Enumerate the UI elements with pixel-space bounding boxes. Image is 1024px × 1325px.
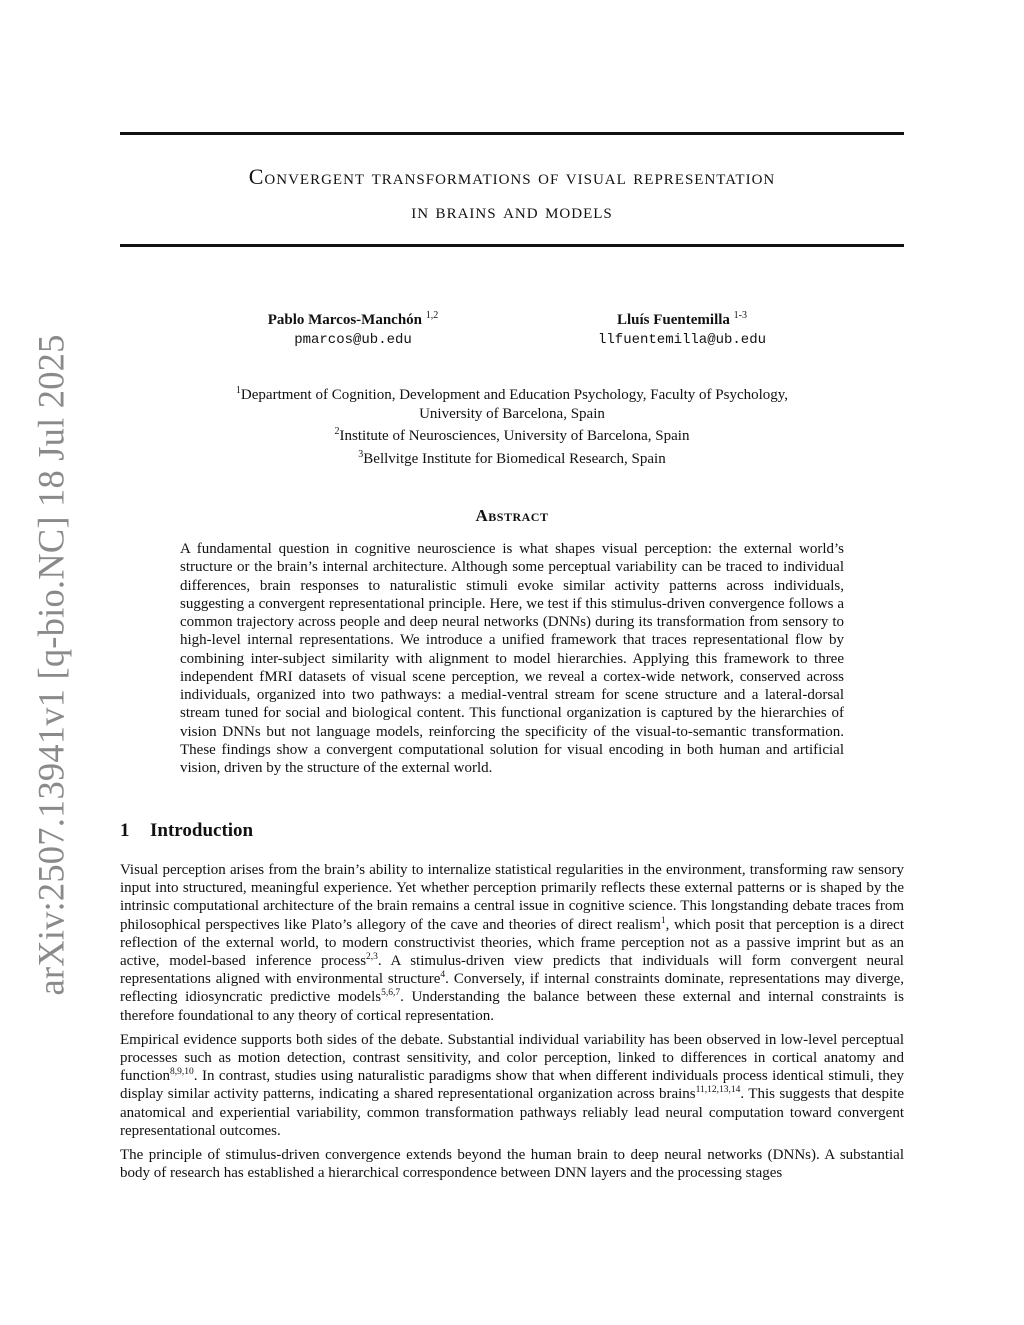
author-block (193, 306, 513, 350)
author-name-line (193, 306, 513, 330)
author-name: Pablo Marcos-Manchón (267, 312, 423, 328)
title-line-1: Convergent transformations of visual representation (248, 164, 776, 189)
affiliation-line (120, 446, 904, 469)
paragraph-text: Visual perception arises from the brain’s ability to internalize statistical regularities in the environment, transforming raw sensory input into structured, meaningful experience. Yet whether perception primarily reflects these external patterns or is shaped by the intrinsic computational architecture of the brain remains a central issue in cognitive science. This longstanding debate traces from philosophical perspectives like Plato’s allegory of the cave and theories of direct realism (120, 862, 904, 933)
citation-ref[interactable]: 1 (660, 915, 666, 926)
title-line-2: in brains and models (411, 198, 613, 223)
arxiv-identifier (28, 334, 74, 996)
citation-ref[interactable]: 2,3 (366, 952, 378, 963)
affiliations (120, 382, 904, 468)
citation-ref[interactable]: 11,12,13,14 (695, 1085, 741, 1096)
affiliation-text: Institute of Neurosciences, University of Barcelona, Spain (339, 428, 690, 444)
body-text (120, 861, 904, 1188)
affiliation-text: Department of Cognition, Development and Education Psychology, Faculty of Psychology, (240, 387, 789, 403)
affiliation-number: 2 (334, 426, 340, 437)
affiliation-line (120, 423, 904, 446)
title-rule-bottom (120, 244, 904, 247)
section-number: 1 (120, 820, 130, 841)
author-email[interactable]: llfuentemilla@ub.edu (597, 332, 767, 348)
author-affiliation-mark: 1,2 (425, 310, 439, 321)
citation-ref[interactable]: 8,9,10 (170, 1067, 194, 1078)
abstract-heading: Abstract (475, 506, 549, 525)
paragraph-text: , which posit that perception is a direct reflection of the external world, to modern constructivist theories, which frame perception not as a passive imprint but as an active, model-based inference process (120, 916, 904, 970)
affiliation-line (120, 405, 904, 424)
paragraph (120, 1146, 904, 1182)
affiliation-text: Bellvitge Institute for Biomedical Research, Spain (363, 450, 666, 467)
paragraph-text: . This suggests that despite anatomical and experiential variability, common transformation pathways reliably lead neural computation toward convergent representational outcomes. (120, 1086, 904, 1139)
author-email[interactable]: pmarcos@ub.edu (294, 332, 412, 348)
author-affiliation-mark: 1-3 (733, 310, 748, 321)
paragraph (120, 861, 904, 1025)
affiliation-number: 1 (235, 385, 241, 396)
citation-ref[interactable]: 4 (440, 970, 446, 981)
paragraph-text: . Conversely, if internal constraints dominate, representations may diverge, reflecting idiosyncratic predictive models (120, 971, 904, 1006)
paragraph-text: Empirical evidence supports both sides of the debate. Substantial individual variability has been observed in low-level perceptual processes such as motion detection, contrast sensitivity, and color perception, linked to differences in cortical anatomy and function (120, 1031, 904, 1085)
affiliation-line (120, 382, 904, 405)
arxiv-identifier-text: arXiv:2507.13941v1 [q-bio.NC] 18 Jul 2025 (30, 334, 72, 996)
title-rule-top (120, 132, 904, 135)
paragraph-text: . A stimulus-driven view predicts that individuals will form convergent neural representations aligned with environmental structure (120, 953, 904, 988)
author-name: Lluís Fuentemilla (616, 312, 730, 328)
paragraph-text: . In contrast, studies using naturalistic paradigms show that when different individuals process identical stimuli, they display similar activity patterns, indicating a shared representational organization across brains (120, 1068, 904, 1103)
paper-title (120, 160, 904, 228)
abstract-text: A fundamental question in cognitive neuroscience is what shapes visual perception: the external world’s structure or the brain’s internal architecture. Although some perceptual variability can be traced to individual differences, brain responses to naturalistic stimuli evoke similar activity patterns across individuals, suggesting a convergent representational principle. Here, we test if this stimulus-driven convergence follows a common trajectory across people and deep neural networks (DNNs) during its transformation from sensory to high-level internal representations. We introduce a unified framework that traces representational flow by combining inter-subject similarity with alignment to model hierarchies. Applying this framework to three independent fMRI datasets of visual scene perception, we reveal a cortex-wide network, conserved across individuals, organized into two pathways: a medial-ventral stream for scene structure and a lateral-dorsal stream tuned for social and biological content. This functional organization is captured by the hierarchies of vision DNNs but not language models, reinforcing the specificity of the visual-to-semantic transformation. These findings show a convergent computational solution for visual encoding in both human and artificial vision, driven by the structure of the external world. (180, 541, 844, 776)
author-name-line (522, 306, 842, 330)
section-heading (120, 820, 253, 842)
section-title: Introduction (150, 820, 254, 841)
paragraph-text: The principle of stimulus-driven convergence extends beyond the human brain to deep neural networks (DNNs). A substantial body of research has established a hierarchical correspondence between DNN layers and the processing stages (120, 1147, 904, 1182)
paragraph (120, 1031, 904, 1140)
paragraph-text: . Understanding the balance between these external and internal constraints is therefore foundational to any theory of cortical representation. (120, 989, 904, 1024)
author-block (522, 306, 842, 350)
affiliation-number: 3 (358, 448, 364, 460)
citation-ref[interactable]: 5,6,7 (381, 988, 401, 999)
affiliation-text: University of Barcelona, Spain (419, 405, 605, 422)
